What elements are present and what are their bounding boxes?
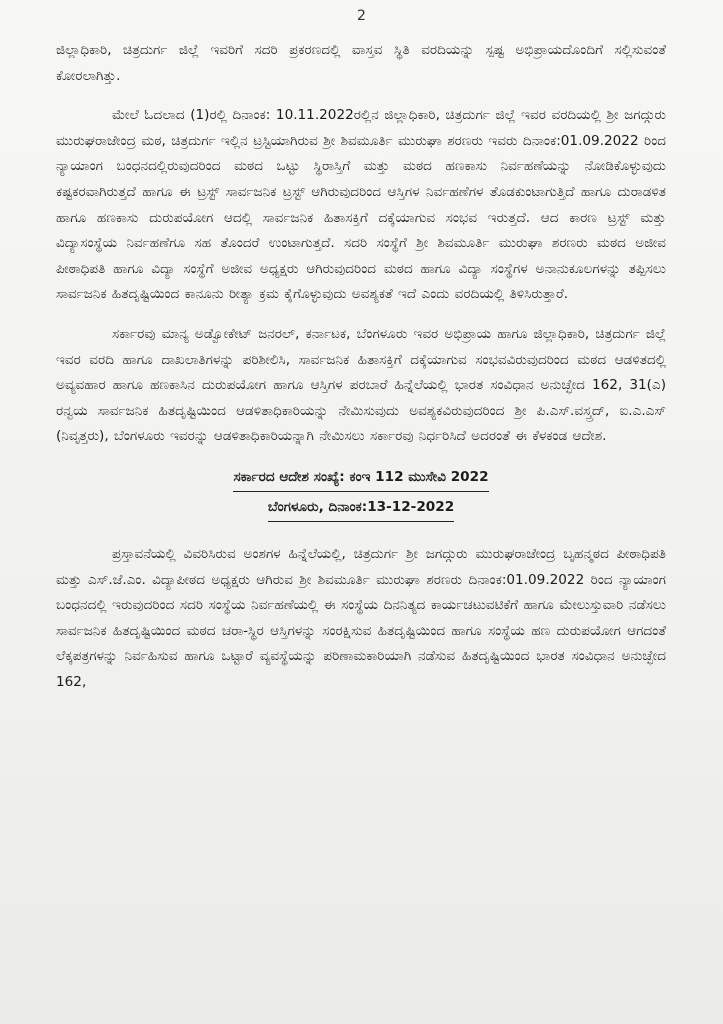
order-place-date: ಬೆಂಗಳೂರು, ದಿನಾಂಕ:13-12-2022 xyxy=(268,494,454,522)
paragraph-collector-report: ಮೇಲೆ ಓದಲಾದ (1)ರಲ್ಲಿ ದಿನಾಂಕ: 10.11.2022ರಲ್ಲಿನ ಜಿಲ್ಲಾಧಿಕಾರಿ, ಚಿತ್ರದುರ್ಗ ಜಿಲ್ಲೆ ಇವರ ವರದಿಯಲ್ಲಿ ಶ್ರೀ ಜಗದ್ಗುರು ಮುರುಘರಾಜೇಂದ್ರ ಮಠ, ಚಿತ್ರದುರ್ಗ ಇಲ್ಲಿನ ಟ್ರಸ್ಟಿಯಾಗಿರುವ ಶ್ರೀ ಶಿವಮೂರ್ತಿ ಮುರುಘಾ ಶರಣರು ಇವರು ದಿನಾಂಕ:01.09.2022 ರಿಂದ ನ್ಯಾಯಾಂಗ ಬಂಧನದಲ್ಲಿರುವುದರಿಂದ ಮಠದ ಒಟ್ಟು ಸ್ಥಿರಾಸ್ತಿಗೆ ಮತ್ತು ಮಠದ ಹಣಕಾಸು ನಿರ್ವಹಣೆಯನ್ನು ನೋಡಿಕೊಳ್ಳುವುದು ಕಷ್ಟಕರವಾಗಿರುತ್ತದೆ ಹಾಗೂ ಈ ಟ್ರಸ್ಟ್ ಸಾರ್ವಜನಿಕ ಟ್ರಸ್ಟ್ ಆಗಿರುವುದರಿಂದ ಆಸ್ತಿಗಳ ನಿರ್ವಹಣೆಗಳ ತೊಡಕುಂಟಾಗುತ್ತಿದೆ ಹಾಗೂ ದುರಾಡಳಿತ ಹಾಗೂ ಹಣಕಾಸು ದುರುಪಯೋಗ ಆದಲ್ಲಿ ಸಾರ್ವಜನಿಕ ಹಿತಾಸಕ್ತಿಗೆ ದಕ್ಕೆಯಾಗುವ ಸಂಭವ ಇರುತ್ತದೆ. ಆದ ಕಾರಣ ಟ್ರಸ್ಟ್ ಮತ್ತು ವಿದ್ಯಾಸಂಸ್ಥೆಯ ನಿರ್ವಹಣೆಗೂ ಸಹ ತೊಂದರೆ ಉಂಟಾಗುತ್ತದೆ. ಸದರಿ ಸಂಸ್ಥೆಗೆ ಶ್ರೀ ಶಿವಮೂರ್ತಿ ಮುರುಘಾ ಶರಣರು ಮಠದ ಅಜೀವ ಪೀಠಾಧಿಪತಿ ಹಾಗೂ ವಿದ್ಯಾ ಸಂಸ್ಥೆಗೆ ಅಜೀವ ಅಧ್ಯಕ್ಷರು ಆಗಿರುವುದರಿಂದ ಮಠದ ಹಾಗೂ ವಿದ್ಯಾ ಸಂಸ್ಥೆಗಳ ಅನಾನುಕೂಲಗಳನ್ನು ತಪ್ಪಿಸಲು ಸಾರ್ವಜನಿಕ ಹಿತದೃಷ್ಟಿಯಿಂದ ಕಾನೂನು ರೀತ್ಯಾ ಕ್ರಮ ಕೈಗೊಳ್ಳುವುದು ಅವಶ್ಯಕತೆ ಇದೆ ಎಂದು ವರದಿಯಲ್ಲಿ ತಿಳಿಸಿರುತ್ತಾರೆ. xyxy=(56,107,666,303)
page-number: 2 xyxy=(357,8,366,24)
order-number: ಸರ್ಕಾರದ ಆದೇಶ ಸಂಖ್ಯೆ: ಕಂಇ 112 ಮುಸೇವಿ 2022 xyxy=(233,464,488,492)
government-order-heading xyxy=(56,464,666,522)
paragraph-order-body: ಪ್ರಸ್ತಾವನೆಯಲ್ಲಿ ವಿವರಿಸಿರುವ ಅಂಶಗಳ ಹಿನ್ನೆಲೆಯಲ್ಲಿ, ಚಿತ್ರದುರ್ಗ ಶ್ರೀ ಜಗದ್ಗುರು ಮುರುಘರಾಜೇಂದ್ರ ಬೃಹನ್ಮಠದ ಪೀಠಾಧಿಪತಿ ಮತ್ತು ಎಸ್.ಜೆ.ಎಂ. ವಿದ್ಯಾಪೀಠದ ಅಧ್ಯಕ್ಷರು ಆಗಿರುವ ಶ್ರೀ ಶಿವಮೂರ್ತಿ ಮುರುಘಾ ಶರಣರು ದಿನಾಂಕ:01.09.2022 ರಿಂದ ನ್ಯಾಯಾಂಗ ಬಂಧನದಲ್ಲಿ ಇರುವುದರಿಂದ ಸದರಿ ಸಂಸ್ಥೆಯ ನಿರ್ವಹಣೆಯಲ್ಲಿ ಈ ಸಂಸ್ಥೆಯ ದಿನನಿತ್ಯದ ಕಾರ್ಯಚಟುವಟಿಕೆಗೆ ಹಾಗೂ ಮೇಲುಸ್ತುವಾರಿ ನಡೆಸಲು ಸಾರ್ವಜನಿಕ ಹಿತದೃಷ್ಟಿಯಿಂದ ಮಠದ ಚರಾ-ಸ್ಥಿರ ಆಸ್ತಿಗಳನ್ನು ಸಂರಕ್ಷಿಸುವ ಹಿತದೃಷ್ಟಿಯಿಂದ ಹಾಗೂ ಸಂಸ್ಥೆಯ ಹಣ ದುರುಪಯೋಗ ಆಗದಂತೆ ಲೆಕ್ಕಪತ್ರಗಳನ್ನು ನಿರ್ವಹಿಸುವ ಹಾಗೂ ಒಟ್ಟಾರೆ ವ್ಯವಸ್ಥೆಯನ್ನು ಪರಿಣಾಮಕಾರಿಯಾಗಿ ನಡೆಸುವ ಹಿತದೃಷ್ಟಿಯಿಂದ ಭಾರತ ಸಂವಿಧಾನ ಅನುಚ್ಛೇದ 162, xyxy=(56,545,666,690)
document-body xyxy=(56,38,666,709)
paragraph-government-decision: ಸರ್ಕಾರವು ಮಾನ್ಯ ಅಡ್ವೋಕೇಟ್ ಜನರಲ್, ಕರ್ನಾಟಕ, ಬೆಂಗಳೂರು ಇವರ ಅಭಿಪ್ರಾಯ ಹಾಗೂ ಜಿಲ್ಲಾಧಿಕಾರಿ, ಚಿತ್ರದುರ್ಗ ಜಿಲ್ಲೆ ಇವರ ವರದಿ ಹಾಗೂ ದಾಖಲಾತಿಗಳನ್ನು ಪರಿಶೀಲಿಸಿ, ಸಾರ್ವಜನಿಕ ಹಿತಾಸಕ್ತಿಗೆ ದಕ್ಕೆಯಾಗುವ ಸಂಭವವಿರುವುದರಿಂದ ಮಠದ ಆಡಳಿತದಲ್ಲಿ ಅವ್ಯವಹಾರ ಹಾಗೂ ಹಣಕಾಸಿನ ದುರುಪಯೋಗ ಹಾಗೂ ಆಸ್ತಿಗಳ ಪರಬಾರೆ ಹಿನ್ನೆಲೆಯಲ್ಲಿ ಭಾರತ ಸಂವಿಧಾನ ಅನುಚ್ಛೇದ 162, 31(ಎ) ರನ್ವಯ ಸಾರ್ವಜನಿಕ ಹಿತದೃಷ್ಟಿಯಿಂದ ಆಡಳಿತಾಧಿಕಾರಿಯನ್ನು ನೇಮಿಸುವುದು ಅವಶ್ಯಕವಿರುವುದರಿಂದ ಶ್ರೀ ಪಿ.ಎಸ್.ವಸ್ತ್ರದ್, ಐ.ಎ.ಎಸ್ (ನಿವೃತ್ತರು), ಬೆಂಗಳೂರು ಇವರನ್ನು ಆಡಳಿತಾಧಿಕಾರಿಯನ್ನಾಗಿ ನೇಮಿಸಲು ಸರ್ಕಾರವು ನಿರ್ಧರಿಸಿದೆ ಅದರಂತೆ ಈ ಕೆಳಕಂಡ ಆದೇಶ. xyxy=(56,325,666,445)
paragraph-continuation: ಜಿಲ್ಲಾಧಿಕಾರಿ, ಚಿತ್ರದುರ್ಗ ಜಿಲ್ಲೆ ಇವರಿಗೆ ಸದರಿ ಪ್ರಕರಣದಲ್ಲಿ ವಾಸ್ತವ ಸ್ಥಿತಿ ವರದಿಯನ್ನು ಸ್ಪಷ್ಟ ಅಭಿಪ್ರಾಯದೊಂದಿಗೆ ಸಲ್ಲಿಸುವಂತೆ ಕೋರಲಾಗಿತ್ತು. xyxy=(56,42,666,84)
